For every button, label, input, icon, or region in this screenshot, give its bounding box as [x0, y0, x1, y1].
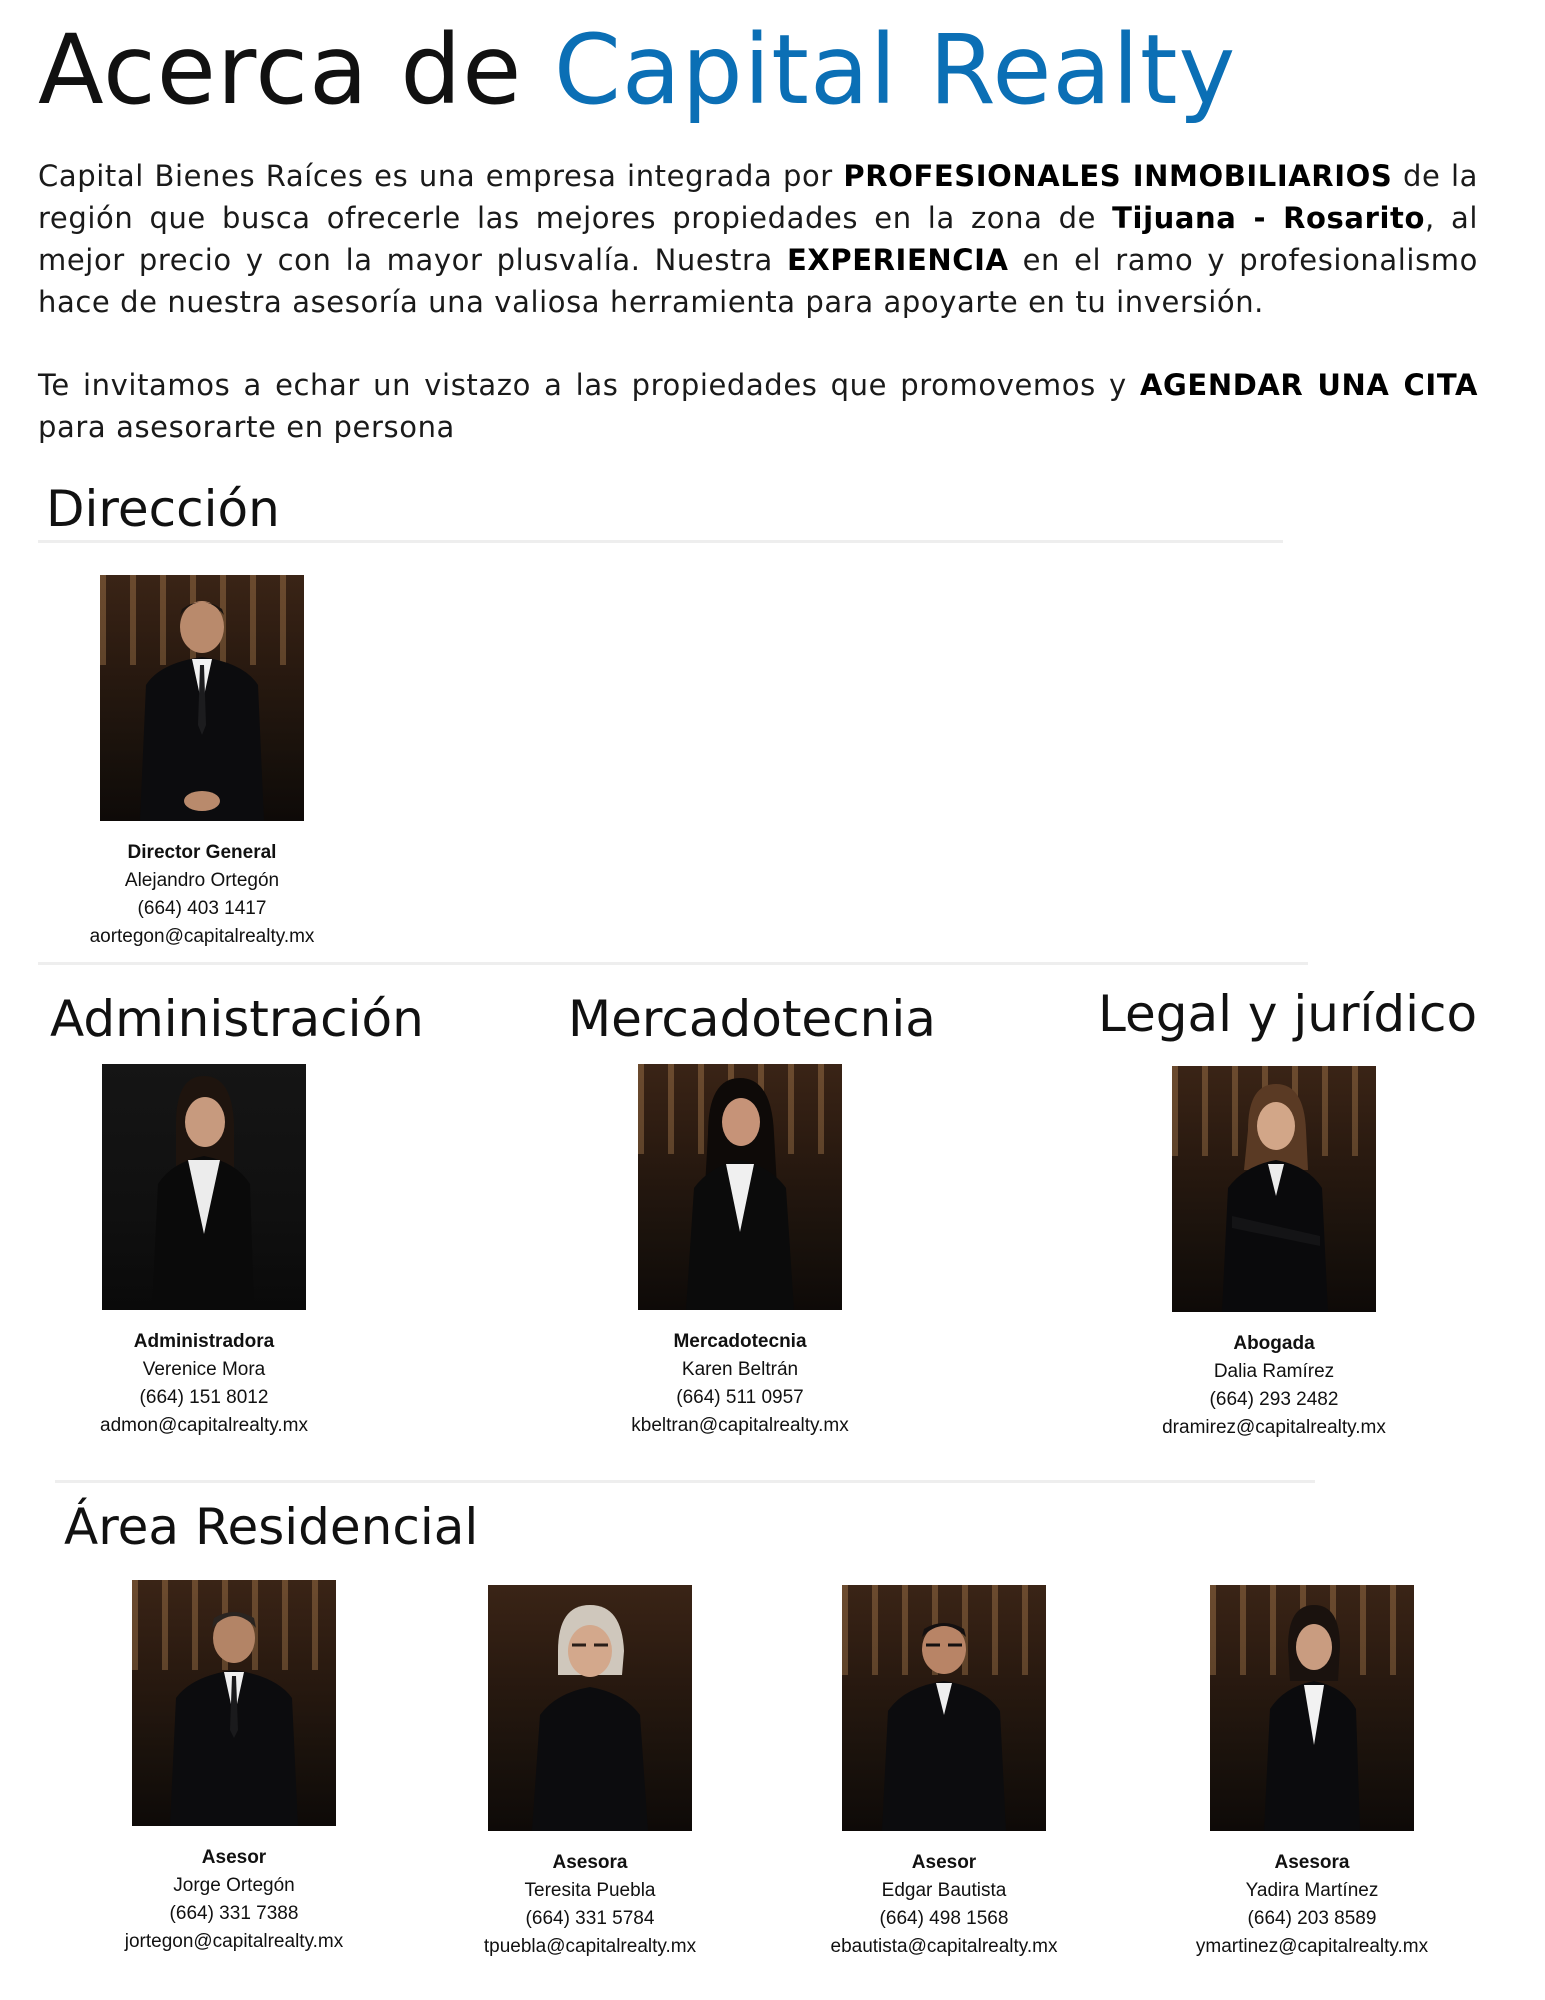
person-photo	[488, 1585, 692, 1831]
person-role: Mercadotecnia	[673, 1331, 807, 1352]
section-title-residencial: Área Residencial	[64, 1498, 479, 1556]
person-name: Alejandro Ortegón	[124, 870, 280, 891]
intro-bold: EXPERIENCIA	[786, 243, 1009, 277]
intro-text: Capital Bienes Raíces es una empresa integrada por	[38, 159, 844, 193]
person-phone: (664) 203 8589	[1247, 1908, 1377, 1929]
section-title-mercadotecnia: Mercadotecnia	[568, 990, 936, 1048]
intro-bold: AGENDAR UNA CITA	[1139, 368, 1478, 402]
person-photo	[100, 575, 304, 821]
intro-text: , al mejor precio y con la mayor plusvalía. Nuestra	[38, 201, 1479, 277]
person-phone: (664) 511 0957	[676, 1387, 804, 1408]
person-card	[430, 1585, 750, 1961]
section-title-legal: Legal y jurídico	[1098, 985, 1478, 1043]
person-name: Jorge Ortegón	[173, 1875, 295, 1896]
person-email: admon@capitalrealty.mx	[100, 1415, 308, 1436]
person-card	[580, 1064, 900, 1440]
person-email: kbeltran@capitalrealty.mx	[631, 1415, 849, 1436]
person-email: dramirez@capitalrealty.mx	[1162, 1417, 1386, 1438]
person-email: ebautista@capitalrealty.mx	[830, 1936, 1058, 1957]
person-name: Dalia Ramírez	[1213, 1361, 1335, 1382]
person-phone: (664) 293 2482	[1209, 1389, 1339, 1410]
person-info	[1114, 1330, 1434, 1442]
person-info	[1152, 1849, 1472, 1961]
person-name: Yadira Martínez	[1245, 1880, 1379, 1901]
section-title-administracion: Administración	[50, 990, 424, 1048]
person-role: Director General	[127, 842, 277, 863]
person-card	[74, 1580, 394, 1956]
intro-text: en el ramo y profesionalismo hace de nuestra asesoría una valiosa herramienta para apoyarte en tu inversión.	[38, 243, 1478, 319]
intro-paragraph-1	[38, 155, 1478, 323]
page-title	[38, 14, 1236, 126]
person-role: Asesora	[1274, 1852, 1350, 1873]
person-info	[580, 1328, 900, 1440]
intro-paragraph-2	[38, 364, 1478, 448]
person-email: jortegon@capitalrealty.mx	[124, 1931, 344, 1952]
person-info	[74, 1844, 394, 1956]
person-card	[42, 575, 362, 951]
person-name: Edgar Bautista	[881, 1880, 1007, 1901]
person-info	[42, 839, 362, 951]
person-card	[1152, 1585, 1472, 1961]
intro-bold: PROFESIONALES INMOBILIARIOS	[843, 159, 1393, 193]
section-divider	[55, 1480, 1315, 1483]
person-email: tpuebla@capitalrealty.mx	[483, 1936, 697, 1957]
title-prefix: Acerca de	[38, 14, 523, 126]
person-card	[784, 1585, 1104, 1961]
person-card	[1114, 1066, 1434, 1442]
section-divider	[38, 962, 1308, 965]
person-role: Asesor	[911, 1852, 977, 1873]
title-accent: Capital Realty	[553, 14, 1237, 126]
person-photo	[842, 1585, 1046, 1831]
person-phone: (664) 331 7388	[169, 1903, 299, 1924]
person-role: Asesor	[201, 1847, 267, 1868]
intro-bold: Tijuana - Rosarito	[1112, 201, 1426, 235]
person-info	[430, 1849, 750, 1961]
person-phone: (664) 151 8012	[139, 1387, 269, 1408]
person-role: Administradora	[133, 1331, 275, 1352]
section-divider	[38, 540, 1283, 543]
person-phone: (664) 498 1568	[879, 1908, 1009, 1929]
person-photo	[102, 1064, 306, 1310]
person-name: Karen Beltrán	[681, 1359, 799, 1380]
person-photo	[1172, 1066, 1376, 1312]
person-name: Verenice Mora	[142, 1359, 266, 1380]
person-info	[44, 1328, 364, 1440]
person-card	[44, 1064, 364, 1440]
intro-text: para asesorarte en persona	[38, 410, 455, 444]
person-photo	[638, 1064, 842, 1310]
person-info	[784, 1849, 1104, 1961]
intro-text: de la región que busca ofrecerle las mejores propiedades en la zona de	[38, 159, 1478, 235]
person-photo	[132, 1580, 336, 1826]
person-email: ymartinez@capitalrealty.mx	[1195, 1936, 1429, 1957]
person-phone: (664) 403 1417	[137, 898, 267, 919]
person-email: aortegon@capitalrealty.mx	[89, 926, 315, 947]
person-phone: (664) 331 5784	[525, 1908, 655, 1929]
section-title-direccion: Dirección	[46, 480, 280, 538]
person-role: Asesora	[552, 1852, 628, 1873]
person-role: Abogada	[1233, 1333, 1315, 1354]
person-photo	[1210, 1585, 1414, 1831]
intro-text: Te invitamos a echar un vistazo a las propiedades que promovemos y	[38, 368, 1140, 402]
person-name: Teresita Puebla	[524, 1880, 656, 1901]
